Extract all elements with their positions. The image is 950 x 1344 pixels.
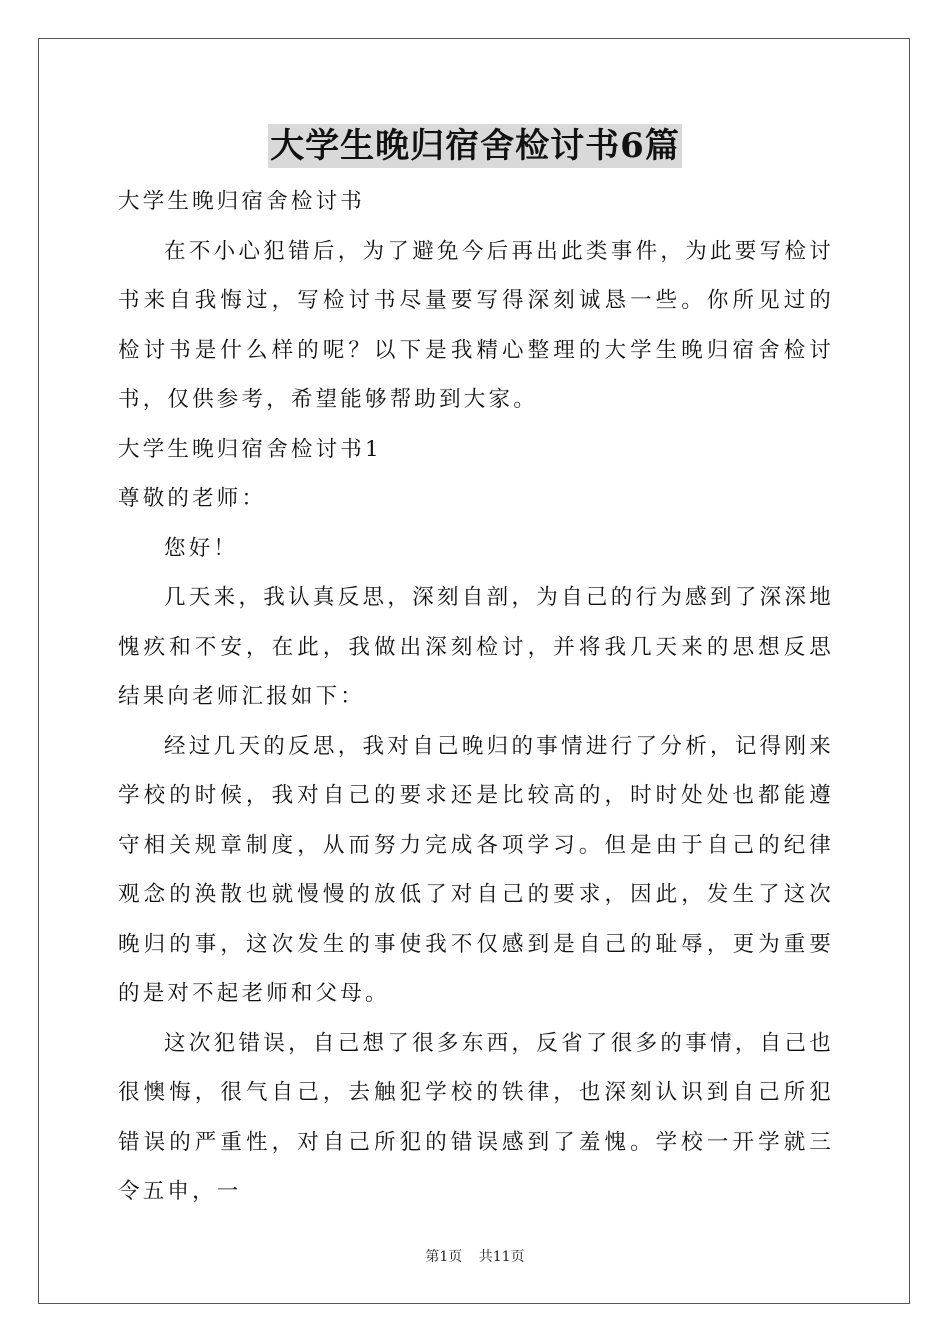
paragraph-body-3: 这次犯错误，自己想了很多东西，反省了很多的事情，自己也很懊悔，很气自己，去触犯学校的铁律，也深刻认识到自己所犯错误的严重性，对自己所犯的错误感到了羞愧。学校一开学就三令五申，一: [118, 1030, 834, 1204]
page-total: 共11页: [478, 1249, 525, 1265]
paragraph-salutation: 尊敬的老师：: [118, 486, 267, 511]
paragraph-subtitle: 大学生晚归宿舍检讨书: [118, 189, 366, 214]
page-footer: [0, 1248, 950, 1266]
document-title: 大学生晚归宿舍检讨书6篇: [270, 126, 680, 166]
paragraph-greeting: 您好！: [164, 535, 239, 561]
paragraph-section-heading: 大学生晚归宿舍检讨书1: [118, 436, 382, 462]
paragraph-body-1: 几天来，我认真反思，深刻自剖，为自己的行为感到了深深地愧疚和不安，在此，我做出深刻检讨，并将我几天来的思想反思结果向老师汇报如下：: [118, 585, 834, 709]
document-body: [118, 177, 834, 1217]
page-number: 第1页: [425, 1249, 463, 1265]
paragraph-body-2: 经过几天的反思，我对自己晚归的事情进行了分析，记得刚来学校的时候，我对自己的要求还是比较高的，时时处处也都能遵守相关规章制度，从而努力完成各项学习。但是由于自己的纪律观念的涣散也就慢慢的放低了对自己的要求，因此，发生了这次晚归的事，这次发生的事使我不仅感到是自己的耻辱，更为重要的是对不起老师和父母。: [118, 733, 834, 1006]
paragraph-intro: 在不小心犯错后，为了避免今后再出此类事件，为此要写检讨书来自我悔过，写检讨书尽量要写得深刻诚恳一些。你所见过的检讨书是什么样的呢？以下是我精心整理的大学生晚归宿舍检讨书，仅供参考，希望能够帮助到大家。: [118, 238, 834, 412]
title-container: [0, 124, 950, 168]
